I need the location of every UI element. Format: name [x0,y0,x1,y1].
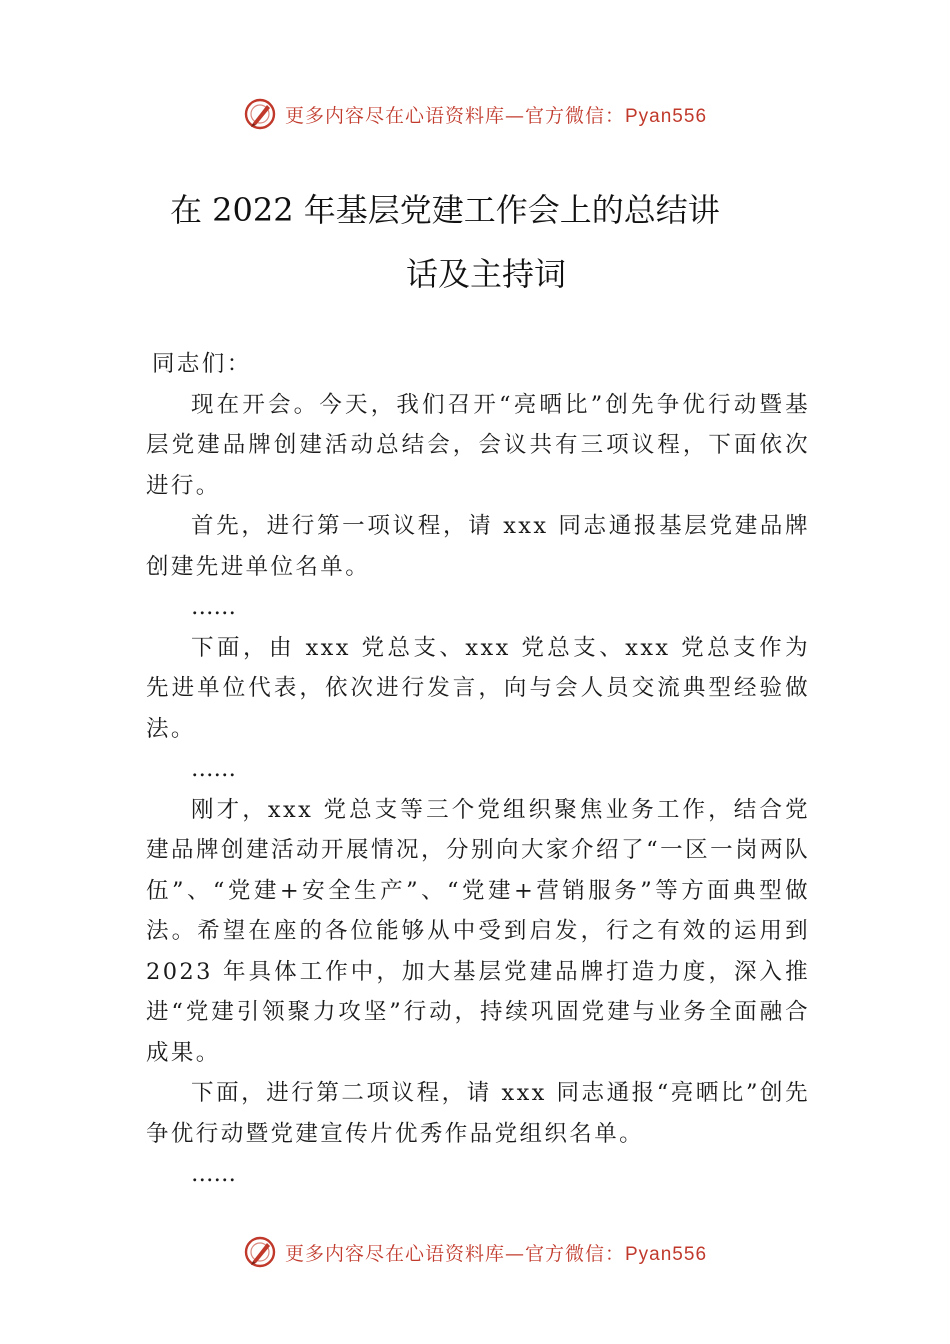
pen-circle-logo-icon [243,97,277,131]
paragraph: 刚才，xxx 党总支等三个党组织聚焦业务工作，结合党建品牌创建活动开展情况，分别向大家介绍了“一区一岗两队伍”、“党建+安全生产”、“党建+营销服务”等方面典型做法。希望在座的各位能够从中受到启发，行之有效的运用到 2023 年具体工作中，加大基层党建品牌打造力度，深入推进“党建引领聚力攻坚”行动，持续巩固党建与业务全面融合成果。 [146,796,810,1066]
document-body [146,344,810,1195]
header-banner [0,94,950,134]
document-title-line1: 在 2022 年基层党建工作会上的总结讲 [170,191,720,229]
paragraph: 首先，进行第一项议程，请 xxx 同志通报基层党建品牌创建先进单位名单。 [146,513,810,580]
paragraph: 现在开会。今天，我们召开“亮晒比”创先争优行动暨基层党建品牌创建活动总结会，会议共有三项议程，下面依次进行。 [146,391,810,499]
ellipsis: …… [191,594,236,620]
banner-text: 更多内容尽在心语资料库—官方微信：Pyan556 [284,1242,708,1265]
paragraph: 下面，进行第二项议程，请 xxx 同志通报“亮晒比”创先争优行动暨党建宣传片优秀作品党组织名单。 [146,1080,810,1147]
ellipsis: …… [191,1161,236,1187]
wechat-id: Pyan556 [625,105,708,127]
paragraph: 下面，由 xxx 党总支、xxx 党总支、xxx 党总支作为先进单位代表，依次进行发言，向与会人员交流典型经验做法。 [146,634,810,742]
greeting: 同志们： [152,351,252,377]
document-title-line2: 话及主持词 [406,255,567,293]
ellipsis: …… [191,756,236,782]
banner-text: 更多内容尽在心语资料库—官方微信：Pyan556 [284,104,708,127]
pen-circle-logo-icon [243,1235,277,1269]
footer-banner [0,1232,950,1272]
wechat-id: Pyan556 [625,1243,708,1265]
